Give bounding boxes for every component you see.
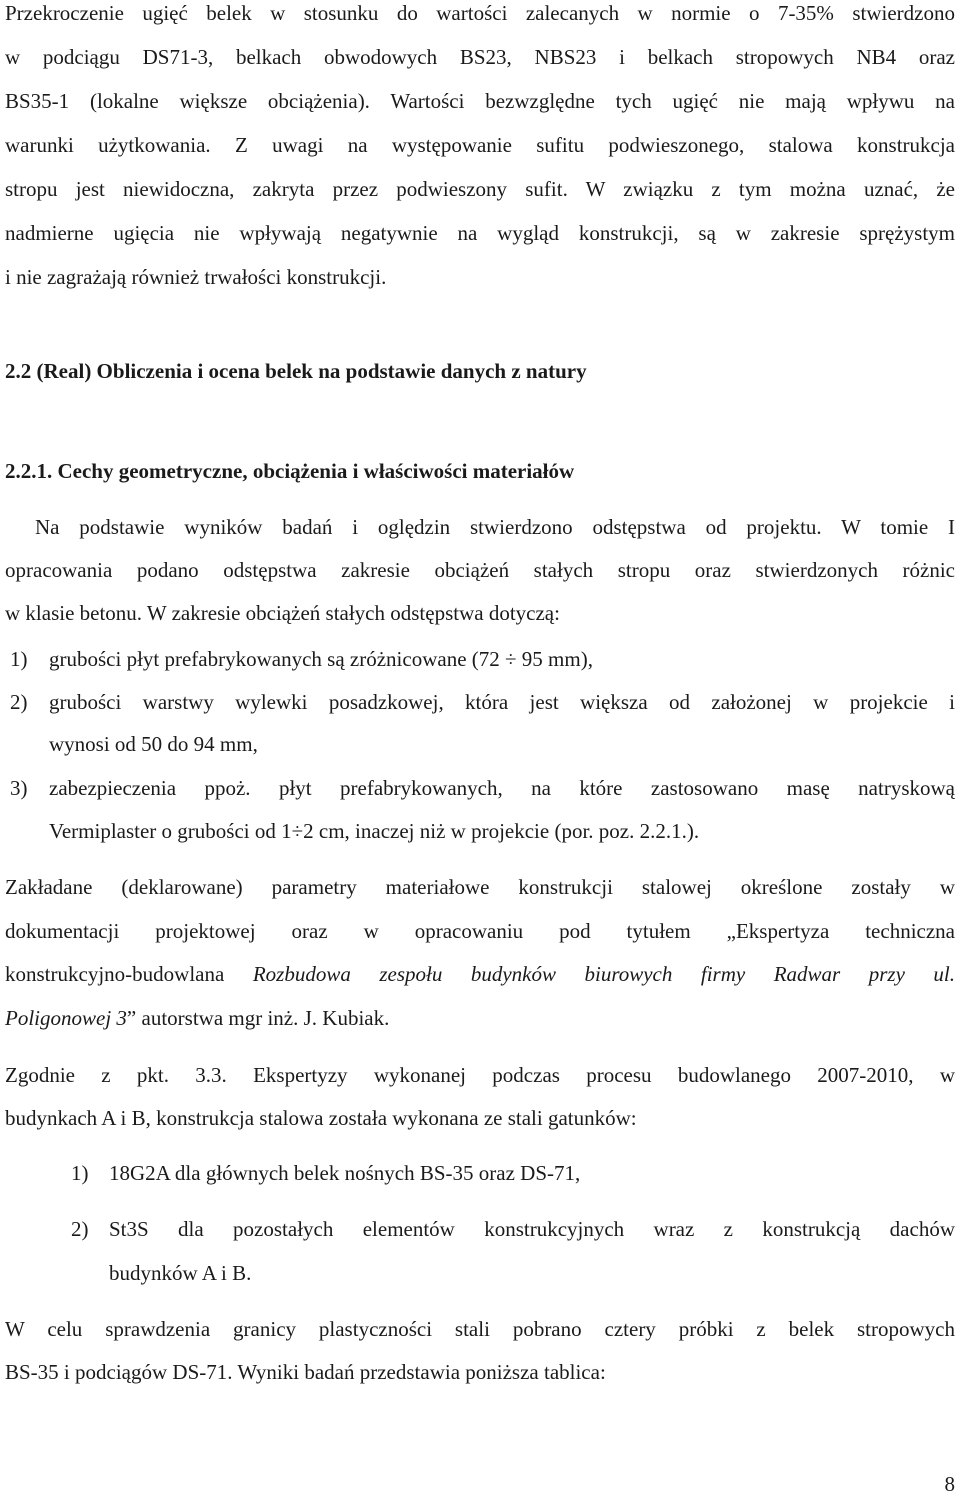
paragraph-line: BS-35 i podciągów DS-71. Wyniki badań przedstawia poniższa tablica: — [5, 1360, 606, 1384]
paragraph-line: w klasie betonu. W zakresie obciążeń stałych odstępstwa dotyczą: — [5, 601, 560, 625]
paragraph-line: opracowania podano odstępstwa zakresie obciążeń stałych stropu oraz stwierdzonych różnic — [5, 558, 955, 582]
list-number: 2) — [10, 690, 28, 714]
paragraph-line: dokumentacji projektowej oraz w opracowaniu pod tytułem „Ekspertyza techniczna — [5, 919, 955, 943]
section-heading: 2.2 (Real) Obliczenia i ocena belek na podstawie danych z natury — [5, 359, 587, 383]
paragraph-line: W celu sprawdzenia granicy plastyczności stali pobrano cztery próbki z belek stropowych — [5, 1317, 955, 1341]
list-item-text: zabezpieczenia ppoż. płyt prefabrykowanych, na które zastosowano masę natryskową — [49, 776, 955, 800]
list-item-text: wynosi od 50 do 94 mm, — [49, 732, 258, 756]
document-title-italic: Rozbudowa zespołu budynków biurowych firmy Radwar przy ul. — [252, 962, 955, 986]
list-item-text: grubości płyt prefabrykowanych są zróżnicowane (72 ÷ 95 mm), — [49, 647, 593, 671]
list-item-text: St3S dla pozostałych elementów konstrukcyjnych wraz z konstrukcją dachów — [109, 1217, 955, 1241]
page-number: 8 — [944, 1472, 955, 1496]
list-item-text: budynków A i B. — [109, 1261, 252, 1285]
paragraph-line: Zakładane (deklarowane) parametry materiałowe konstrukcji stalowej określone zostały w — [5, 875, 955, 899]
paragraph-line: budynkach A i B, konstrukcja stalowa została wykonana ze stali gatunków: — [5, 1106, 637, 1130]
paragraph-line: warunki użytkowania. Z uwagi na występowanie sufitu podwieszonego, stalowa konstrukcja — [5, 133, 955, 157]
list-number: 1) — [10, 647, 28, 671]
paragraph-line: Przekroczenie ugięć belek w stosunku do wartości zalecanych w normie o 7-35% stwierdzono — [5, 1, 955, 25]
list-item-text: grubości warstwy wylewki posadzkowej, która jest większa od założonej w projekcie i — [49, 690, 955, 714]
paragraph-line: Na podstawie wyników badań i oględzin stwierdzono odstępstwa od projektu. W tomie I — [35, 515, 955, 539]
paragraph-line — [5, 961, 955, 987]
text-run: ” autorstwa mgr inż. J. Kubiak. — [126, 1006, 390, 1030]
text-run: konstrukcyjno-budowlana — [5, 962, 253, 986]
list-number: 1) — [71, 1161, 89, 1185]
list-item-text: Vermiplaster o grubości od 1÷2 cm, inaczej niż w projekcie (por. poz. 2.2.1.). — [49, 819, 700, 843]
paragraph-line — [5, 1005, 955, 1031]
paragraph-line: i nie zagrażają również trwałości konstrukcji. — [5, 265, 387, 289]
paragraph-line: BS35-1 (lokalne większe obciążenia). Wartości bezwzględne tych ugięć nie mają wpływu na — [5, 89, 955, 113]
subsection-heading: 2.2.1. Cechy geometryczne, obciążenia i właściwości materiałów — [5, 459, 575, 483]
paragraph-line: w podciągu DS71-3, belkach obwodowych BS23, NBS23 i belkach stropowych NB4 oraz — [5, 45, 955, 69]
document-title-italic: Poligonowej 3 — [5, 1006, 127, 1030]
list-item-text: 18G2A dla głównych belek nośnych BS-35 oraz DS-71, — [109, 1161, 581, 1185]
paragraph-line: nadmierne ugięcia nie wpływają negatywnie na wygląd konstrukcji, są w zakresie sprężystym — [5, 221, 955, 245]
list-number: 3) — [10, 776, 28, 800]
paragraph-line: Zgodnie z pkt. 3.3. Ekspertyzy wykonanej podczas procesu budowlanego 2007-2010, w — [5, 1063, 955, 1087]
paragraph-line: stropu jest niewidoczna, zakryta przez podwieszony sufit. W związku z tym można uznać, że — [5, 177, 955, 201]
list-number: 2) — [71, 1217, 89, 1241]
